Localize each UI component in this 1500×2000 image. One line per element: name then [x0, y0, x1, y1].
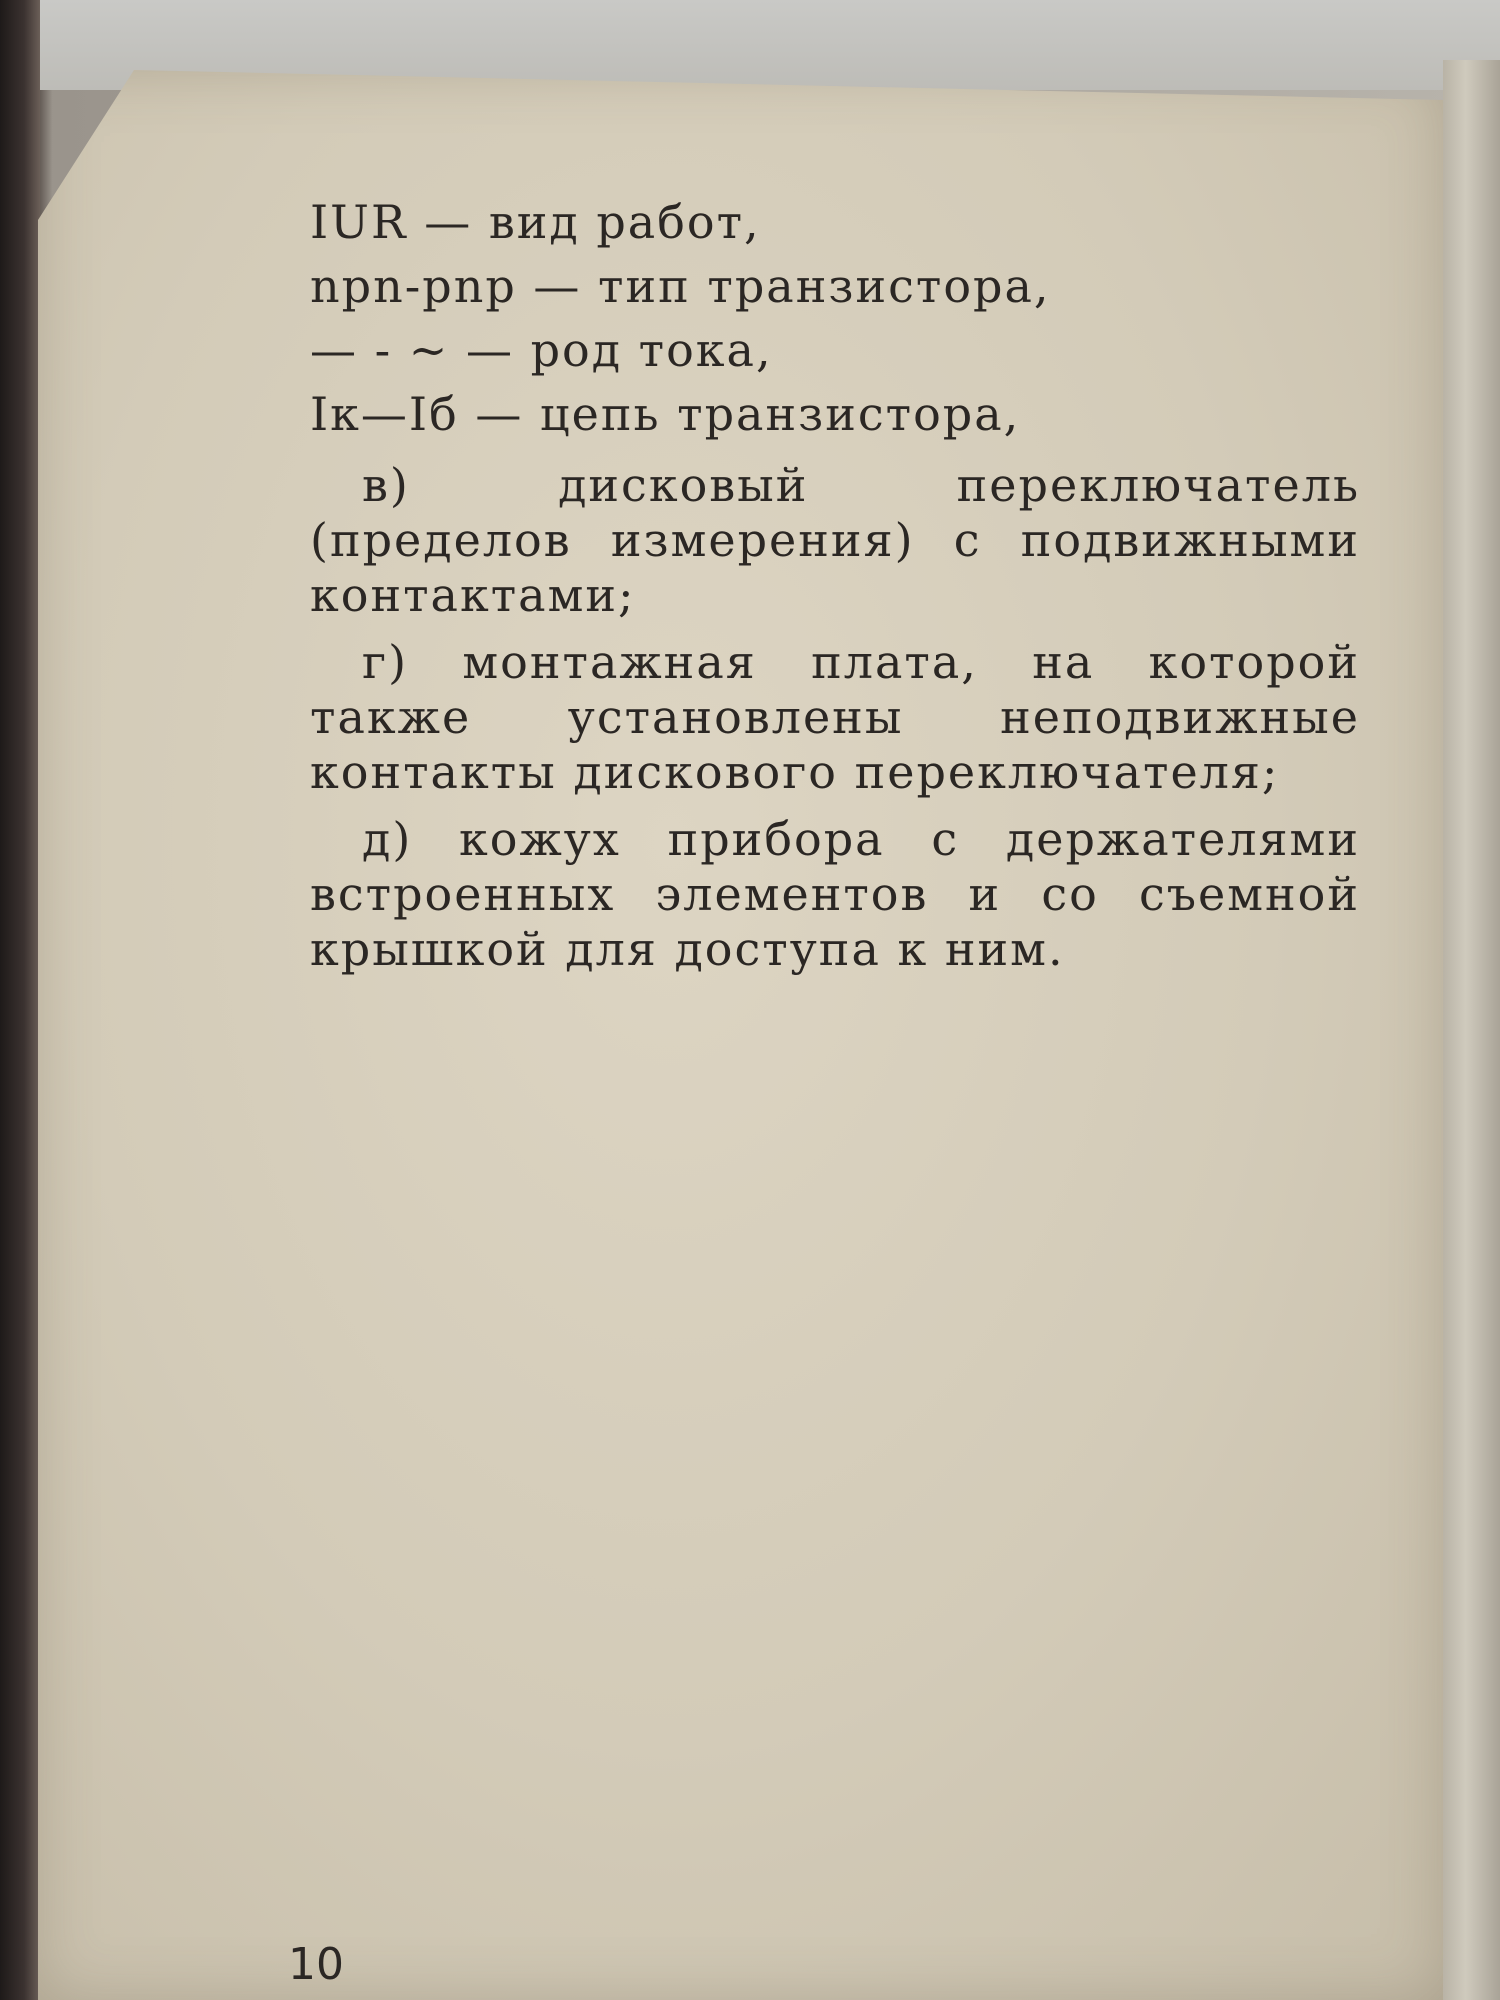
page-edge — [1443, 60, 1500, 2000]
list-item-paragraph: в) дисковый переключатель (пределов измерения) с подвижными контактами; — [310, 458, 1360, 622]
list-item-paragraph: г) монтажная плата, на которой также установлены неподвижные контакты дискового переключателя; — [310, 635, 1360, 799]
legend-line: npn-pnp — тип транзистора, — [310, 259, 1051, 313]
list-item-paragraph: д) кожух прибора с держателями встроенных элементов и со съемной крышкой для доступа к ним. — [310, 812, 1360, 976]
legend-line: — - ~ — род тока, — [310, 323, 773, 377]
page-text — [310, 190, 1360, 977]
legend-line: IUR — вид работ, — [310, 195, 761, 249]
page-number: 10 — [288, 1939, 344, 1990]
legend-line: Iк—Iб — цепь транзистора, — [310, 387, 1021, 441]
book-spine — [0, 0, 40, 2000]
